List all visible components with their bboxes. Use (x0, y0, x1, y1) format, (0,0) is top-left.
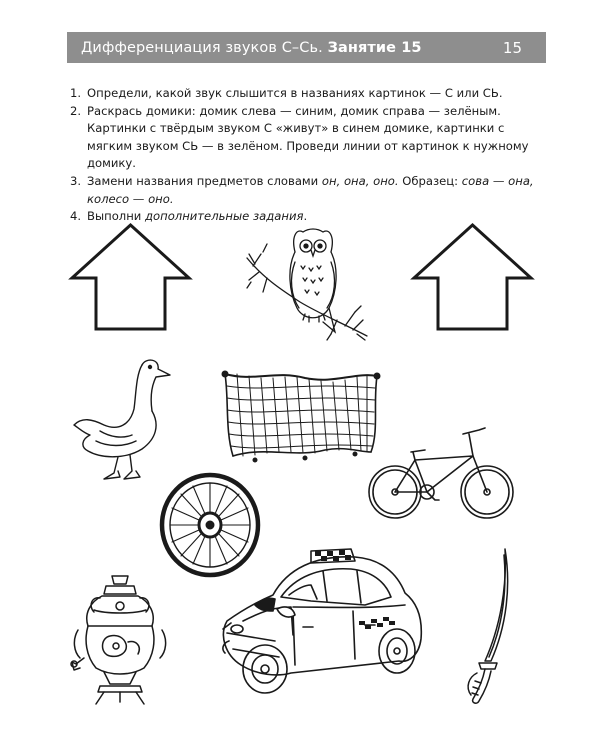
task-item: 2. Раскрась домики: домик слева — синим, домик справа — зелёным. Картинки с твёрдым звуком С «живут» в синем домике, картинки с мягким звуком СЬ — в зелёном. Проведи линии от картинок к нужному домику. (70, 103, 529, 171)
task-item: 1. Определи, какой звук слышится в названиях картинок — С или СЬ. (70, 86, 503, 100)
taxi-car-icon[interactable] (215, 545, 430, 710)
bicycle-icon[interactable] (365, 420, 520, 525)
lesson-title: Дифференциация звуков С–Сь. Занятие 15 (81, 39, 422, 56)
task-item: 4. Выполни дополнительные задания. (70, 209, 308, 224)
task-list (70, 85, 548, 226)
house-left-icon[interactable] (68, 222, 193, 332)
page-header (67, 32, 546, 63)
saber-icon[interactable] (455, 545, 515, 705)
house-right-icon[interactable] (410, 222, 535, 332)
task-item: 3. Замени названия предметов словами он, она, оно. Образец: сова — она, колесо — оно. (70, 173, 534, 206)
page-number: 15 (502, 38, 522, 57)
lesson-number: Занятие 15 (327, 39, 422, 56)
samovar-icon[interactable] (70, 572, 170, 707)
goose-icon[interactable] (70, 355, 180, 485)
owl-icon[interactable] (245, 222, 370, 344)
net-icon[interactable] (215, 360, 385, 470)
